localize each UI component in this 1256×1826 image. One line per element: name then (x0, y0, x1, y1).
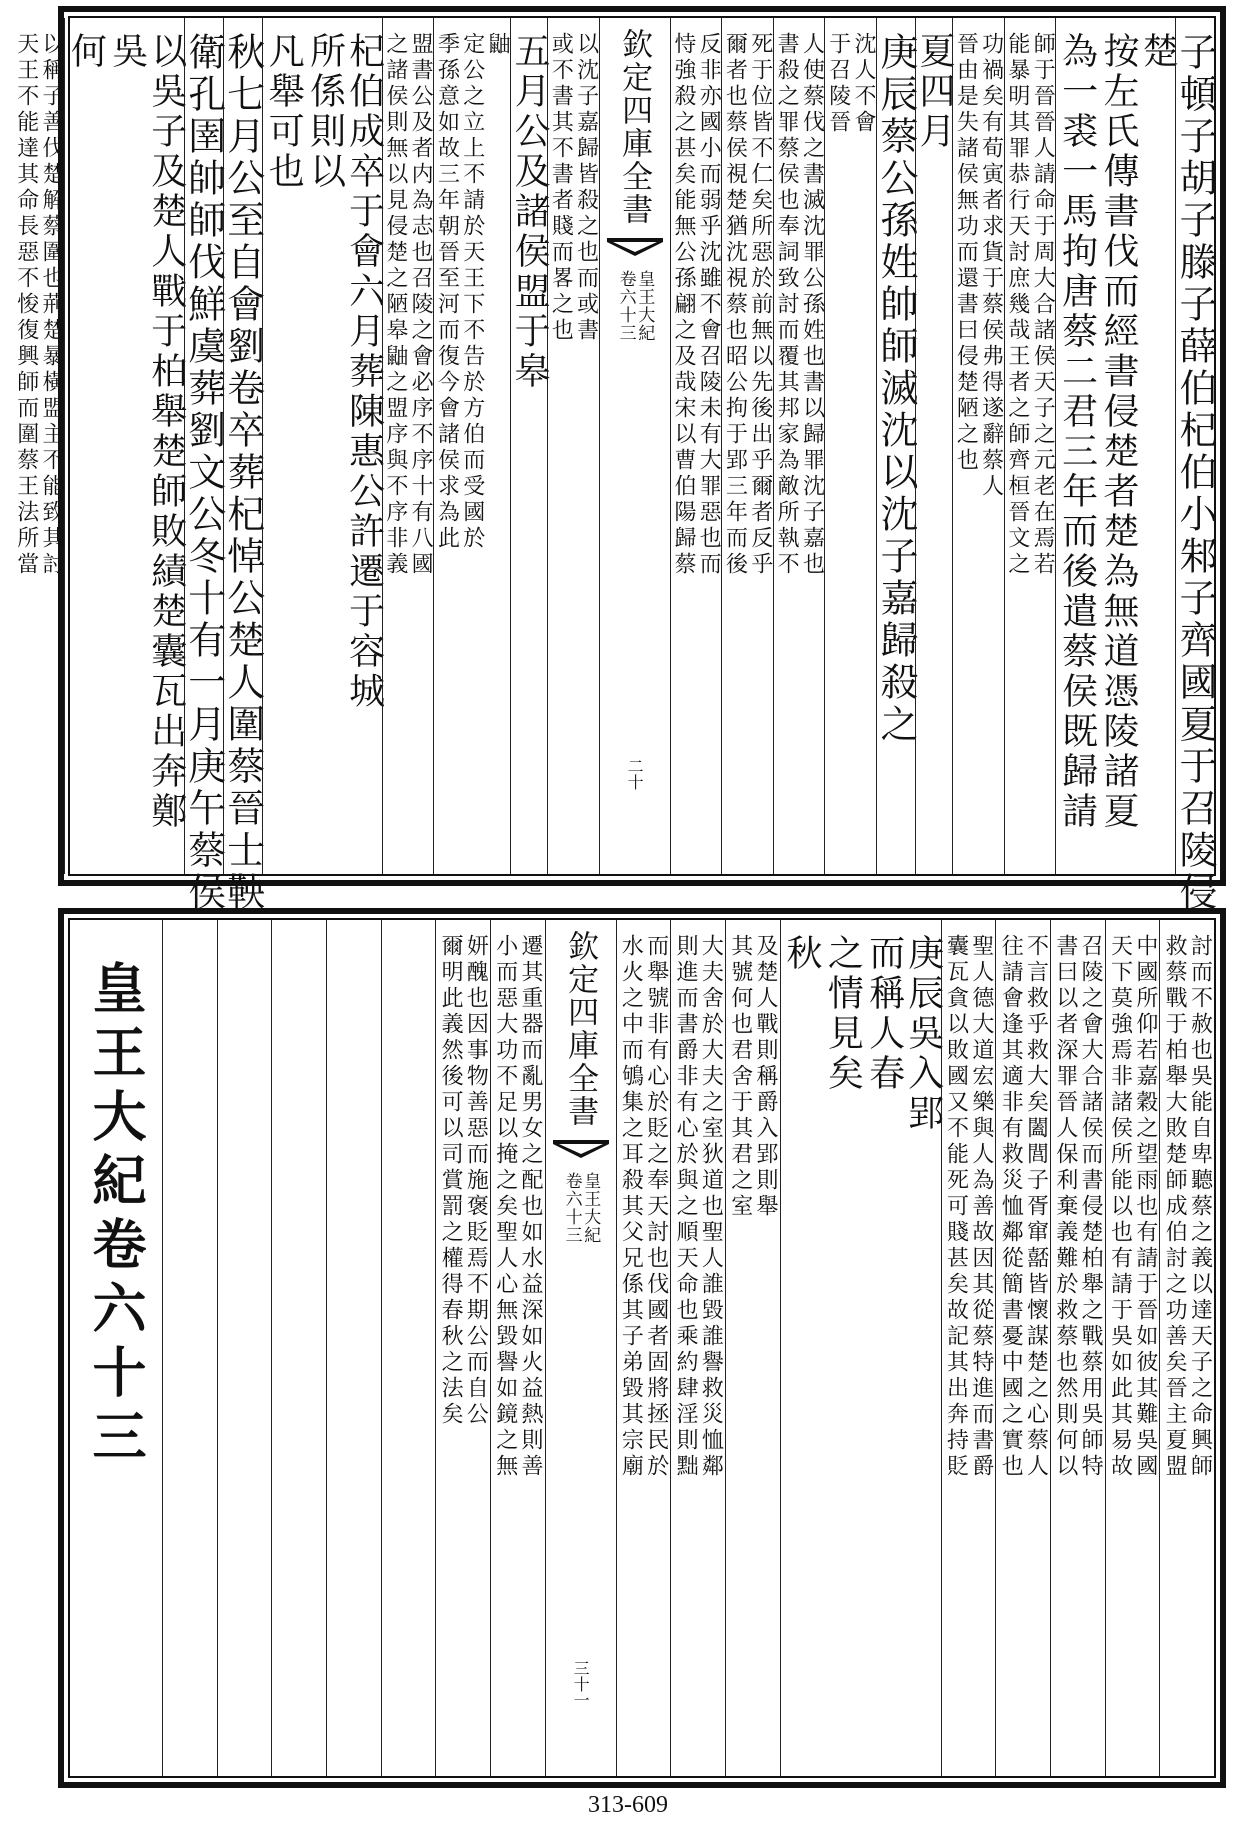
text-column-main (181, 18, 226, 914)
commentary-line: 以沈子嘉歸皆殺之也而或書 (573, 32, 599, 344)
commentary-line: 天王不能達其命長惡不悛復興師而圍蔡王法所當 (13, 32, 39, 578)
page-lower (58, 908, 1226, 1788)
commentary-line: 則進而書爵非有心於與之順天命也乘約肆淫則黜 (673, 934, 699, 1480)
commentary-line: 吳 (106, 32, 148, 72)
commentary-line: 盟書公及者内為志也召陵之會必序不序十有八國 (408, 32, 434, 578)
center-page-number: 三十一 (571, 1660, 591, 1708)
text-column-main (874, 18, 919, 874)
commentary-line: 于召陵晉 (825, 32, 851, 136)
commentary-line: 小而惡大功不足以掩之矣聖人心無毀譽如鏡之無 (492, 934, 518, 1480)
main-text: 庚辰吳入郢 (902, 934, 944, 1134)
commentary-line: 其號何也君舍于其君之室 (727, 934, 753, 1220)
inline-commentary (263, 18, 346, 192)
commentary-line: 妍醜也因事物善惡而施褒貶焉不期公而自公 (463, 934, 489, 1428)
commentary-line: 爾明此義然後可以司賞罰之權得春秋之法矣 (438, 934, 464, 1428)
page-footer-number: 313-609 (588, 1792, 668, 1818)
commentary-line: 反非亦國小而弱乎沈雖不會召陵未有大罪惡也而 (696, 32, 722, 578)
commentary-column (824, 18, 876, 874)
commentary-line: 水火之中而鴝集之耳殺其父兄係其子弟毀其宗廟 (618, 934, 644, 1480)
mixed-wrap (263, 18, 385, 712)
inline-commentary (1056, 18, 1139, 832)
commentary-column (995, 920, 1050, 1776)
inline-commentary (781, 920, 905, 1094)
blank-column (381, 920, 436, 1776)
blank-column (217, 920, 272, 1776)
commentary-line: 為一裘一馬拘唐蔡二君三年而後遣蔡侯既歸請 (1056, 32, 1098, 832)
main-text: 衛孔圉帥師伐鮮虞葬劉文公冬十有一月庚午蔡侯 (181, 32, 226, 914)
inline-commentary (65, 18, 148, 72)
commentary-line: 之諸侯則無以見侵楚之陋皋鼬之盟序與不序非義 (382, 32, 408, 578)
commentary-line: 囊瓦貪以敗國又不能死可賤甚矣故記其出奔持貶 (943, 934, 969, 1480)
fishtail-center-column (545, 920, 616, 1776)
commentary-line: 按左氏傳書伐而經書侵楚者楚為無道憑陵諸夏 (1098, 32, 1139, 832)
commentary-line: 能暴明其罪恭行天討庶幾哉王者之師齊桓晉文之 (1004, 32, 1030, 578)
commentary-line: 討而不赦也吳能自卑聽蔡之義以達天子之命興師 (1187, 934, 1213, 1480)
commentary-column (382, 18, 434, 874)
mixed-wrap (65, 18, 187, 832)
commentary-line: 功禍矣有荀寅者求貨于蔡侯弗得遂辭蔡人 (978, 32, 1004, 500)
volume-line: 卷六十三 (561, 1172, 582, 1244)
main-text: 以吳子及楚人戰于柏舉楚師敗績楚囊瓦出奔鄭 (145, 32, 187, 832)
commentary-line: 而稱人春 (863, 934, 905, 1094)
commentary-line: 往請會逢其適非有救災恤鄰從簡書憂中國之實也 (998, 934, 1024, 1480)
commentary-column (1050, 920, 1105, 1776)
main-text: 子頓子胡子滕子薛伯杞伯小邾子齊國夏于召陵侵 (1173, 32, 1217, 914)
commentary-line: 恃強殺之甚矣能無公孫翩之及哉宋以曹伯陽歸蔡 (670, 32, 696, 578)
commentary-line: 不言救乎救大矣闔閭子胥窜嚭皆懷謀楚之心蔡人 (1023, 934, 1049, 1480)
volume-line: 皇王大紀 (580, 1172, 601, 1244)
commentary-column (941, 920, 996, 1776)
center-book-title: 欽定四庫全書 (616, 28, 653, 226)
commentary-line: 沈人不會 (851, 32, 877, 136)
mixed-wrap (509, 18, 551, 392)
commentary-column (670, 18, 722, 874)
center-volume-label (562, 1172, 599, 1244)
commentary-column (773, 18, 825, 874)
columns-lower (70, 920, 1214, 1776)
commentary-line: 秋 (780, 934, 822, 974)
blank-column (271, 920, 326, 1776)
commentary-column (1105, 920, 1160, 1776)
commentary-line: 何 (65, 32, 107, 72)
commentary-column (13, 18, 64, 874)
commentary-line: 大夫舍於大夫之室狄道也聖人誰毀誰譽救災恤鄰 (698, 934, 724, 1480)
commentary-column (1004, 18, 1056, 874)
volume-line: 卷六十三 (615, 270, 636, 342)
commentary-column (725, 920, 780, 1776)
commentary-line: 以稱子善伐楚解蔡圍也荊楚暴橫盟主不能致其討 (39, 32, 65, 578)
fishtail-center-column (599, 18, 670, 874)
blank-column (326, 920, 381, 1776)
text-column-mixed (780, 920, 944, 1776)
commentary-column (435, 920, 490, 1776)
volume-line: 皇王大紀 (634, 270, 655, 342)
commentary-column (490, 920, 545, 1776)
center-book-title: 欽定四庫全書 (562, 930, 599, 1128)
commentary-column (670, 920, 725, 1776)
commentary-line: 中國所仰若嘉穀之望雨也有請于晉如彼其難吳國 (1132, 934, 1158, 1480)
text-column-main (220, 18, 265, 914)
commentary-line: 及楚人戰則稱爵入郢則舉 (753, 934, 779, 1220)
commentary-line: 天下莫強焉非諸侯所能以也有請于吳如此其易故 (1107, 934, 1133, 1480)
commentary-line: 遷其重器而亂男女之配也如水益深如火益熱則善 (518, 934, 544, 1480)
main-text: 夏四月 (914, 32, 956, 152)
commentary-line: 聖人德大道宏樂與人為善故因其從蔡特進而書爵 (968, 934, 994, 1480)
commentary-line: 凡舉可也 (263, 32, 305, 192)
commentary-line: 書曰以者深罪晉人保利棄義難於救蔡也然則何以 (1052, 934, 1078, 1480)
commentary-line: 晉由是失諸侯無功而還書曰侵楚陋之也 (953, 32, 979, 474)
commentary-line: 救蔡戰于柏舉大敗楚師成伯討之功善矣晉主夏盟 (1162, 934, 1188, 1480)
text-column-mixed (509, 18, 551, 874)
columns-upper (13, 18, 1217, 914)
main-text: 庚辰蔡公孫姓帥師滅沈以沈子嘉歸殺之 (874, 32, 919, 746)
commentary-line: 季孫意如故三年朝晉至河而復今會諸侯求為此 (434, 32, 460, 552)
mixed-wrap (780, 920, 944, 1134)
commentary-column (721, 18, 773, 874)
blank-column (162, 920, 217, 1776)
main-text: 楚 (1137, 32, 1178, 72)
center-page-number: 二十 (625, 758, 645, 790)
commentary-line: 定公之立上不請於天王下不告於方伯而受國於 (459, 32, 485, 552)
commentary-line: 爾者也蔡侯視楚猶沈視蔡也昭公拘于郢三年而後 (722, 32, 748, 578)
commentary-line: 而舉號非有心於貶之奉天討也伐國者固將拯民於 (643, 934, 669, 1480)
text-column-mixed (64, 18, 187, 874)
volume-end-title-column (70, 920, 162, 1776)
commentary-line: 或不書其不書者賤而畧之也 (548, 32, 574, 344)
commentary-line: 死于位皆不仁矣所惡於前無以先後出乎爾者反乎 (747, 32, 773, 578)
page-upper (13, 6, 1226, 914)
commentary-line: 師于晉晉人請命于周大合諸侯天子之元老在焉若 (1030, 32, 1056, 578)
main-text: 五月公及諸侯盟于皋 (509, 32, 551, 392)
commentary-line: 書殺之罪蔡侯也奉詞致討而覆其邦家為敵所執不 (774, 32, 800, 578)
center-volume-label (616, 270, 653, 342)
main-text: 杞伯成卒于會六月葬陳惠公許遷于容城 (343, 32, 385, 712)
fishtail-mark-top-icon (553, 1136, 609, 1162)
commentary-column (952, 18, 1004, 874)
commentary-column (547, 18, 599, 874)
text-column-mixed (914, 18, 956, 874)
text-column-mixed (262, 18, 385, 874)
commentary-column (616, 920, 671, 1776)
commentary-line: 之情見矣 (822, 934, 864, 1094)
commentary-line: 人使蔡伐之書滅沈罪公孫姓也書以歸罪沈子嘉也 (799, 32, 825, 578)
commentary-column (433, 18, 510, 874)
mixed-wrap (1056, 18, 1178, 832)
commentary-line: 所係則以 (304, 32, 346, 192)
text-column-main (1173, 18, 1217, 914)
main-text: 秋七月公至自會劉卷卒葬杞悼公楚人圍蔡晉士鞅 (220, 32, 265, 914)
volume-end-title: 皇王大紀卷六十三 (83, 960, 148, 1472)
text-column-mixed (1055, 18, 1178, 874)
commentary-line: 鼬 (485, 32, 511, 58)
commentary-line: 召陵之會大合諸侯而書侵楚柏舉之戰蔡用吳師特 (1078, 934, 1104, 1480)
commentary-column (1159, 920, 1214, 1776)
fishtail-mark-top-icon (607, 234, 663, 260)
mixed-wrap (914, 18, 956, 152)
